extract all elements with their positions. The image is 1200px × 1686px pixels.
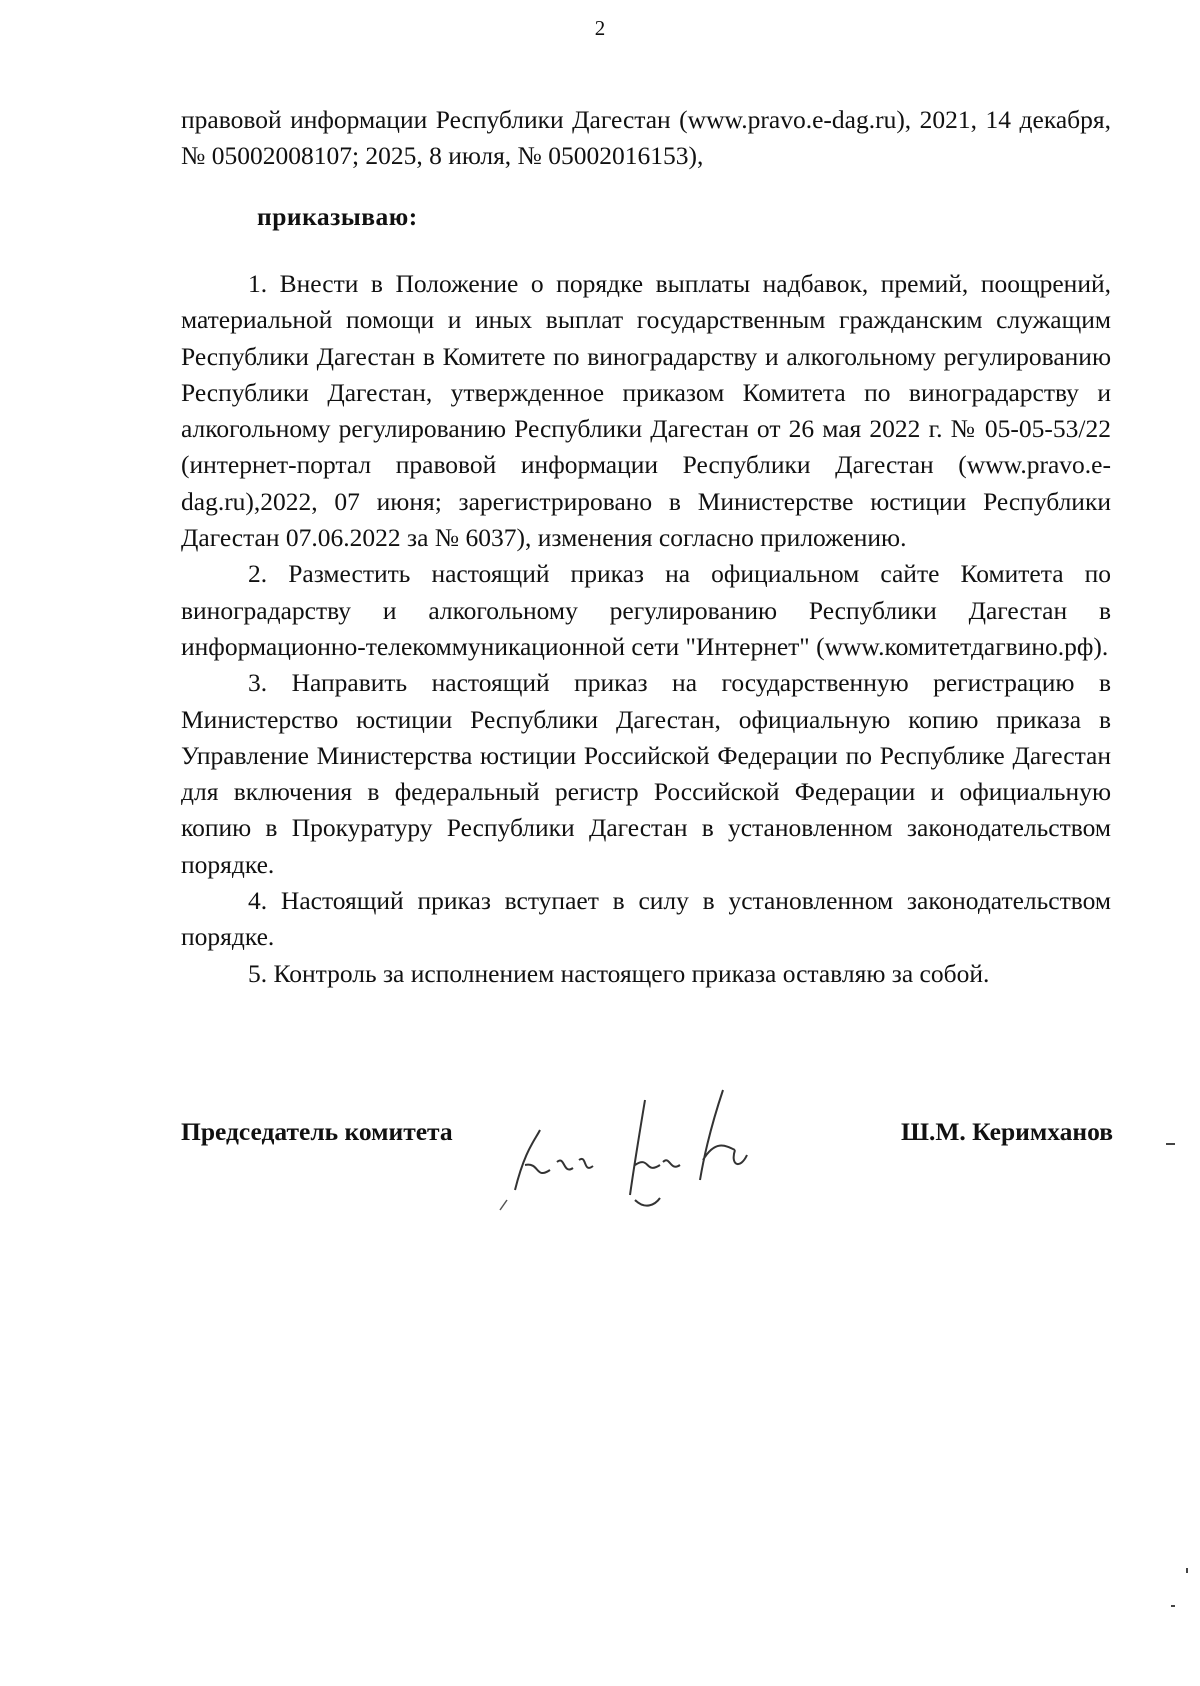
order-items [181,266,1111,992]
handwritten-signature [495,1070,815,1220]
order-item-1: 1. Внести в Положение о порядке выплаты надбавок, премий, поощрений, материальной помощи и иных выплат государственным гражданским служащим Республики Дагестан в Комитете по виноградарству и алкогольному регулированию Республики Дагестан, утвержденное приказом Комитета по виноградарству и алкогольному регулированию Республики Дагестан от 26 мая 2022 г. № 05-05-53/22 (интернет-портал правовой информации Республики Дагестан (www.pravo.e-dag.ru),2022, 07 июня; зарегистрировано в Министерстве юстиции Республики Дагестан 07.06.2022 за № 6037), изменения согласно приложению. [181,269,1111,553]
scan-mark [1186,1568,1188,1573]
order-item-3: 3. Направить настоящий приказ на государственную регистрацию в Министерство юстиции Республики Дагестан, официальную копию приказа в Управление Министерства юстиции Российской Федерации по Республике Дагестан для включения в федеральный регистр Российской Федерации и официальную копию в Прокуратуру Республики Дагестан в установленном законодательством порядке. [181,668,1111,879]
order-item-5: 5. Контроль за исполнением настоящего приказа оставляю за собой. [248,958,990,988]
order-item-2: 2. Разместить настоящий приказ на официальном сайте Комитета по виноградарству и алкогольному регулированию Республики Дагестан в информационно-телекоммуникационной сети "Интернет" (www.комитетдагвино.рф). [181,559,1111,661]
scan-mark [1171,1605,1175,1607]
signatory-title: Председатель комитета [181,1117,453,1146]
order-word: приказываю: [257,202,418,231]
page-number: 2 [594,16,606,40]
scan-mark [1166,1143,1175,1145]
intro-paragraph: правовой информации Республики Дагестан (www.pravo.e-dag.ru), 2021, 14 декабря, № 05002008107; 2025, 8 июля, № 05002016153), [181,105,1111,171]
signatory-name: Ш.М. Керимханов [900,1117,1113,1146]
order-item-4: 4. Настоящий приказ вступает в силу в установленном законодательством порядке. [181,886,1111,952]
